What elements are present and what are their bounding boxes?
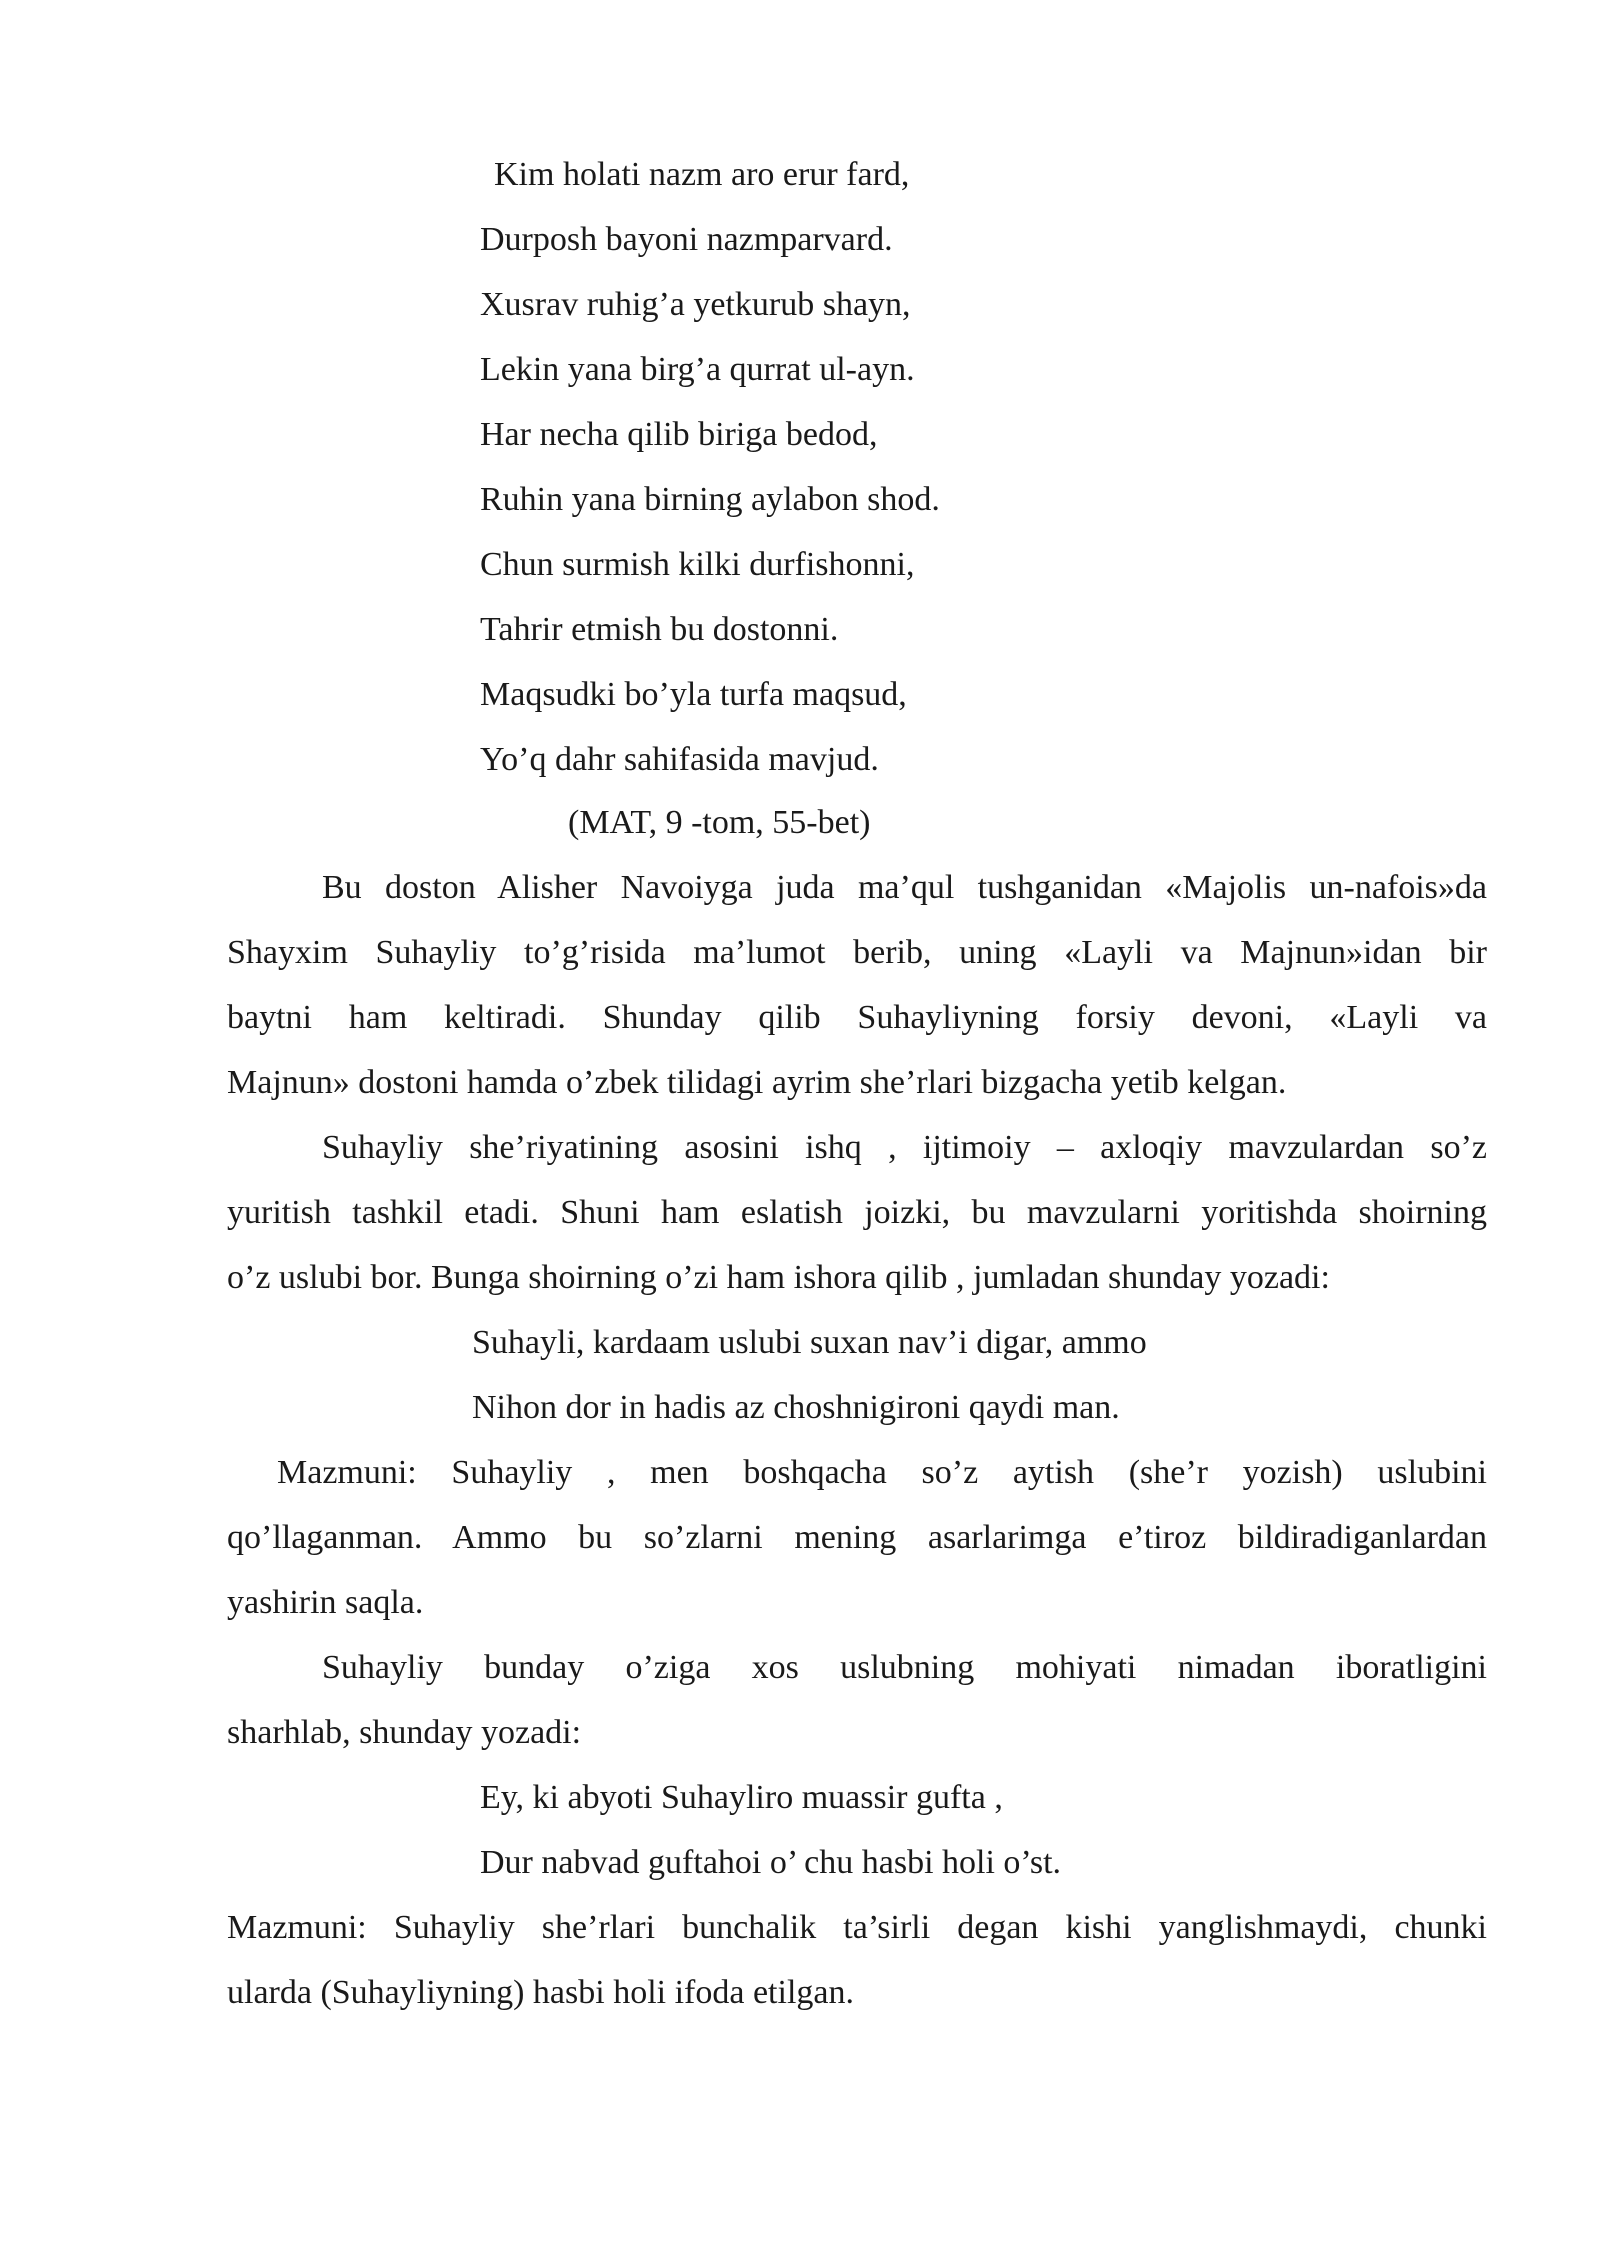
verse-block-influence bbox=[480, 1765, 1061, 1895]
verse-line: Lekin yana birg’a qurrat ul-ayn. bbox=[480, 351, 915, 388]
verse-line: Maqsudki bo’yla turfa maqsud, bbox=[480, 676, 907, 713]
paragraph-meaning-1 bbox=[227, 1440, 1487, 1635]
verse-line: Tahrir etmish bu dostonni. bbox=[480, 611, 839, 648]
text-line: baytni ham keltiradi. Shunday qilib Suhayliyning forsiy devoni, «Layli va bbox=[227, 999, 1487, 1036]
verse-line: Har necha qilib biriga bedod, bbox=[480, 416, 878, 453]
text-line: yashirin saqla. bbox=[227, 1584, 424, 1621]
verse-line: Durposh bayoni nazmparvard. bbox=[480, 221, 893, 258]
text-line: Suhayliy bunday o’ziga xos uslubning mohiyati nimadan iboratligini bbox=[322, 1649, 1487, 1686]
text-line: yuritish tashkil etadi. Shuni ham eslatish joizki, bu mavzularni yoritishda shoirning bbox=[227, 1194, 1487, 1231]
verse-line: Yo’q dahr sahifasida mavjud. bbox=[480, 741, 879, 778]
verse-line: Nihon dor in hadis az choshnigironi qaydi man. bbox=[472, 1389, 1120, 1426]
verse-line: Chun surmish kilki durfishonni, bbox=[480, 546, 915, 583]
paragraph-explanation bbox=[227, 1635, 1487, 1765]
text-line: qo’llaganman. Ammo bu so’zlarni mening asarlarimga e’tiroz bildiradiganlardan bbox=[227, 1519, 1487, 1556]
text-line: ularda (Suhayliyning) hasbi holi ifoda etilgan. bbox=[227, 1974, 854, 2011]
source-citation: (MAT, 9 -tom, 55-bet) bbox=[568, 804, 871, 841]
text-line: Mazmuni: Suhayliy she’rlari bunchalik ta’sirli degan kishi yanglishmaydi, chunki bbox=[227, 1909, 1487, 1946]
text-line: Shayxim Suhayliy to’g’risida ma’lumot berib, uning «Layli va Majnun»idan bir bbox=[227, 934, 1487, 971]
paragraph-navoi-mention bbox=[227, 855, 1487, 1115]
paragraph-meaning-2 bbox=[227, 1895, 1487, 2025]
text-line: Bu doston Alisher Navoiyga juda ma’qul tushganidan «Majolis un-nafois»da bbox=[322, 869, 1487, 906]
verse-line: Ey, ki abyoti Suhayliro muassir gufta , bbox=[480, 1779, 1003, 1816]
paragraph-themes bbox=[227, 1115, 1487, 1310]
text-line: Majnun» dostoni hamda o’zbek tilidagi ayrim she’rlari bizgacha yetib kelgan. bbox=[227, 1064, 1287, 1101]
text-line: Suhayliy she’riyatining asosini ishq , ijtimoiy – axloqiy mavzulardan so’z bbox=[322, 1129, 1487, 1166]
text-line: Mazmuni: Suhayliy , men boshqacha so’z aytish (she’r yozish) uslubini bbox=[277, 1454, 1487, 1491]
verse-block-style bbox=[472, 1310, 1147, 1440]
text-line: o’z uslubi bor. Bunga shoirning o’zi ham ishora qilib , jumladan shunday yozadi: bbox=[227, 1259, 1330, 1296]
verse-line: Kim holati nazm aro erur fard, bbox=[494, 156, 910, 193]
text-line: sharhlab, shunday yozadi: bbox=[227, 1714, 582, 1751]
verse-line: Suhayli, kardaam uslubi suxan nav’i digar, ammo bbox=[472, 1324, 1147, 1361]
verse-line: Xusrav ruhig’a yetkurub shayn, bbox=[480, 286, 911, 323]
verse-block-navoi bbox=[480, 142, 940, 792]
verse-line: Dur nabvad guftahoi o’ chu hasbi holi o’st. bbox=[480, 1844, 1062, 1881]
verse-line: Ruhin yana birning aylabon shod. bbox=[480, 481, 940, 518]
